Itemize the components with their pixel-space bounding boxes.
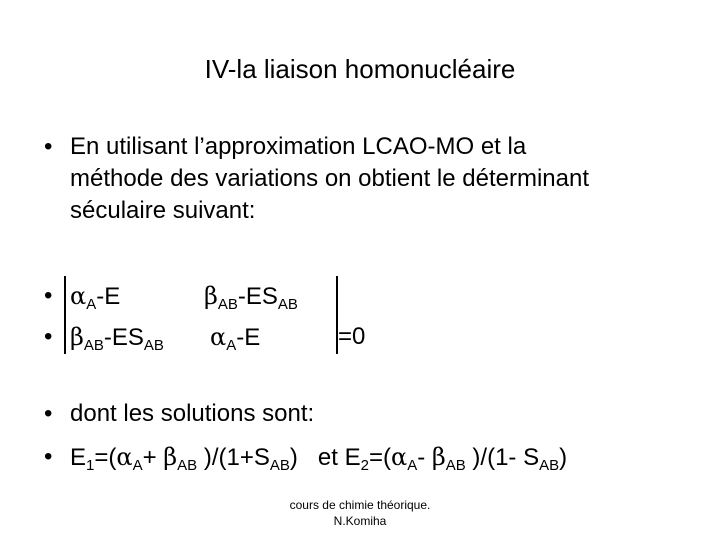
subscript: A <box>132 457 143 474</box>
determinant-left-bar <box>64 276 66 354</box>
subscript: AB <box>445 457 466 474</box>
solutions-formula <box>70 441 567 474</box>
alpha-symbol: α <box>116 443 133 471</box>
beta-symbol: β <box>163 443 178 471</box>
subscript: AB <box>539 457 560 474</box>
subscript: A <box>226 337 237 354</box>
alpha-symbol: α <box>70 282 87 310</box>
matrix-element-alpha-a <box>70 281 120 312</box>
subscript: AB <box>269 457 290 474</box>
bullet-marker: • <box>44 133 53 160</box>
formula-text: =( <box>368 444 391 471</box>
matrix-element-beta-ab <box>204 281 298 312</box>
energy-symbol: E <box>70 444 87 471</box>
subscript: A <box>407 457 418 474</box>
formula-text: )/(1+S <box>197 444 270 471</box>
slide-footer <box>240 497 480 529</box>
bullet-marker: • <box>44 282 53 309</box>
bullet-marker: • <box>44 400 53 427</box>
term-text: -ES <box>103 324 144 351</box>
intro-line-1: En utilisant l’approximation LCAO-MO et la <box>70 133 527 160</box>
beta-symbol: β <box>204 282 218 310</box>
matrix-element-beta-ab <box>70 322 164 353</box>
solutions-intro-text: dont les solutions sont: <box>70 400 315 427</box>
subscript: AB <box>217 296 238 313</box>
minus-sign: - <box>417 444 432 471</box>
alpha-symbol: α <box>390 443 408 471</box>
formula-text: ) <box>289 444 298 471</box>
beta-symbol: β <box>431 443 446 471</box>
term-text: -E <box>236 324 261 351</box>
intro-line-3: séculaire suivant: <box>70 197 256 224</box>
matrix-element-alpha-a <box>210 322 260 353</box>
footer-author: N.Komiha <box>333 514 387 528</box>
term-text: -E <box>96 283 121 310</box>
beta-symbol: β <box>70 323 84 351</box>
subscript: A <box>86 296 97 313</box>
formula-text: )/(1- S <box>465 444 540 471</box>
bullet-marker: • <box>44 443 53 470</box>
plus-sign: + <box>142 444 164 471</box>
conjunction-text: et <box>297 444 345 471</box>
footer-course: cours de chimie théorique. <box>289 498 431 512</box>
slide-title: IV-la liaison homonucléaire <box>204 54 516 84</box>
formula-text: =( <box>94 444 117 471</box>
formula-text: ) <box>559 444 568 471</box>
term-text: -ES <box>237 283 278 310</box>
subscript: AB <box>143 337 164 354</box>
energy-symbol: E <box>344 444 361 471</box>
subscript: AB <box>177 457 198 474</box>
subscript: AB <box>277 296 298 313</box>
alpha-symbol: α <box>210 323 227 351</box>
intro-line-2: méthode des variations on obtient le déterminant <box>70 165 589 192</box>
subscript: 2 <box>360 457 369 474</box>
bullet-marker: • <box>44 323 53 350</box>
intro-text <box>70 131 710 227</box>
determinant-equals-zero: =0 <box>338 323 366 350</box>
subscript: AB <box>83 337 104 354</box>
subscript: 1 <box>86 457 95 474</box>
